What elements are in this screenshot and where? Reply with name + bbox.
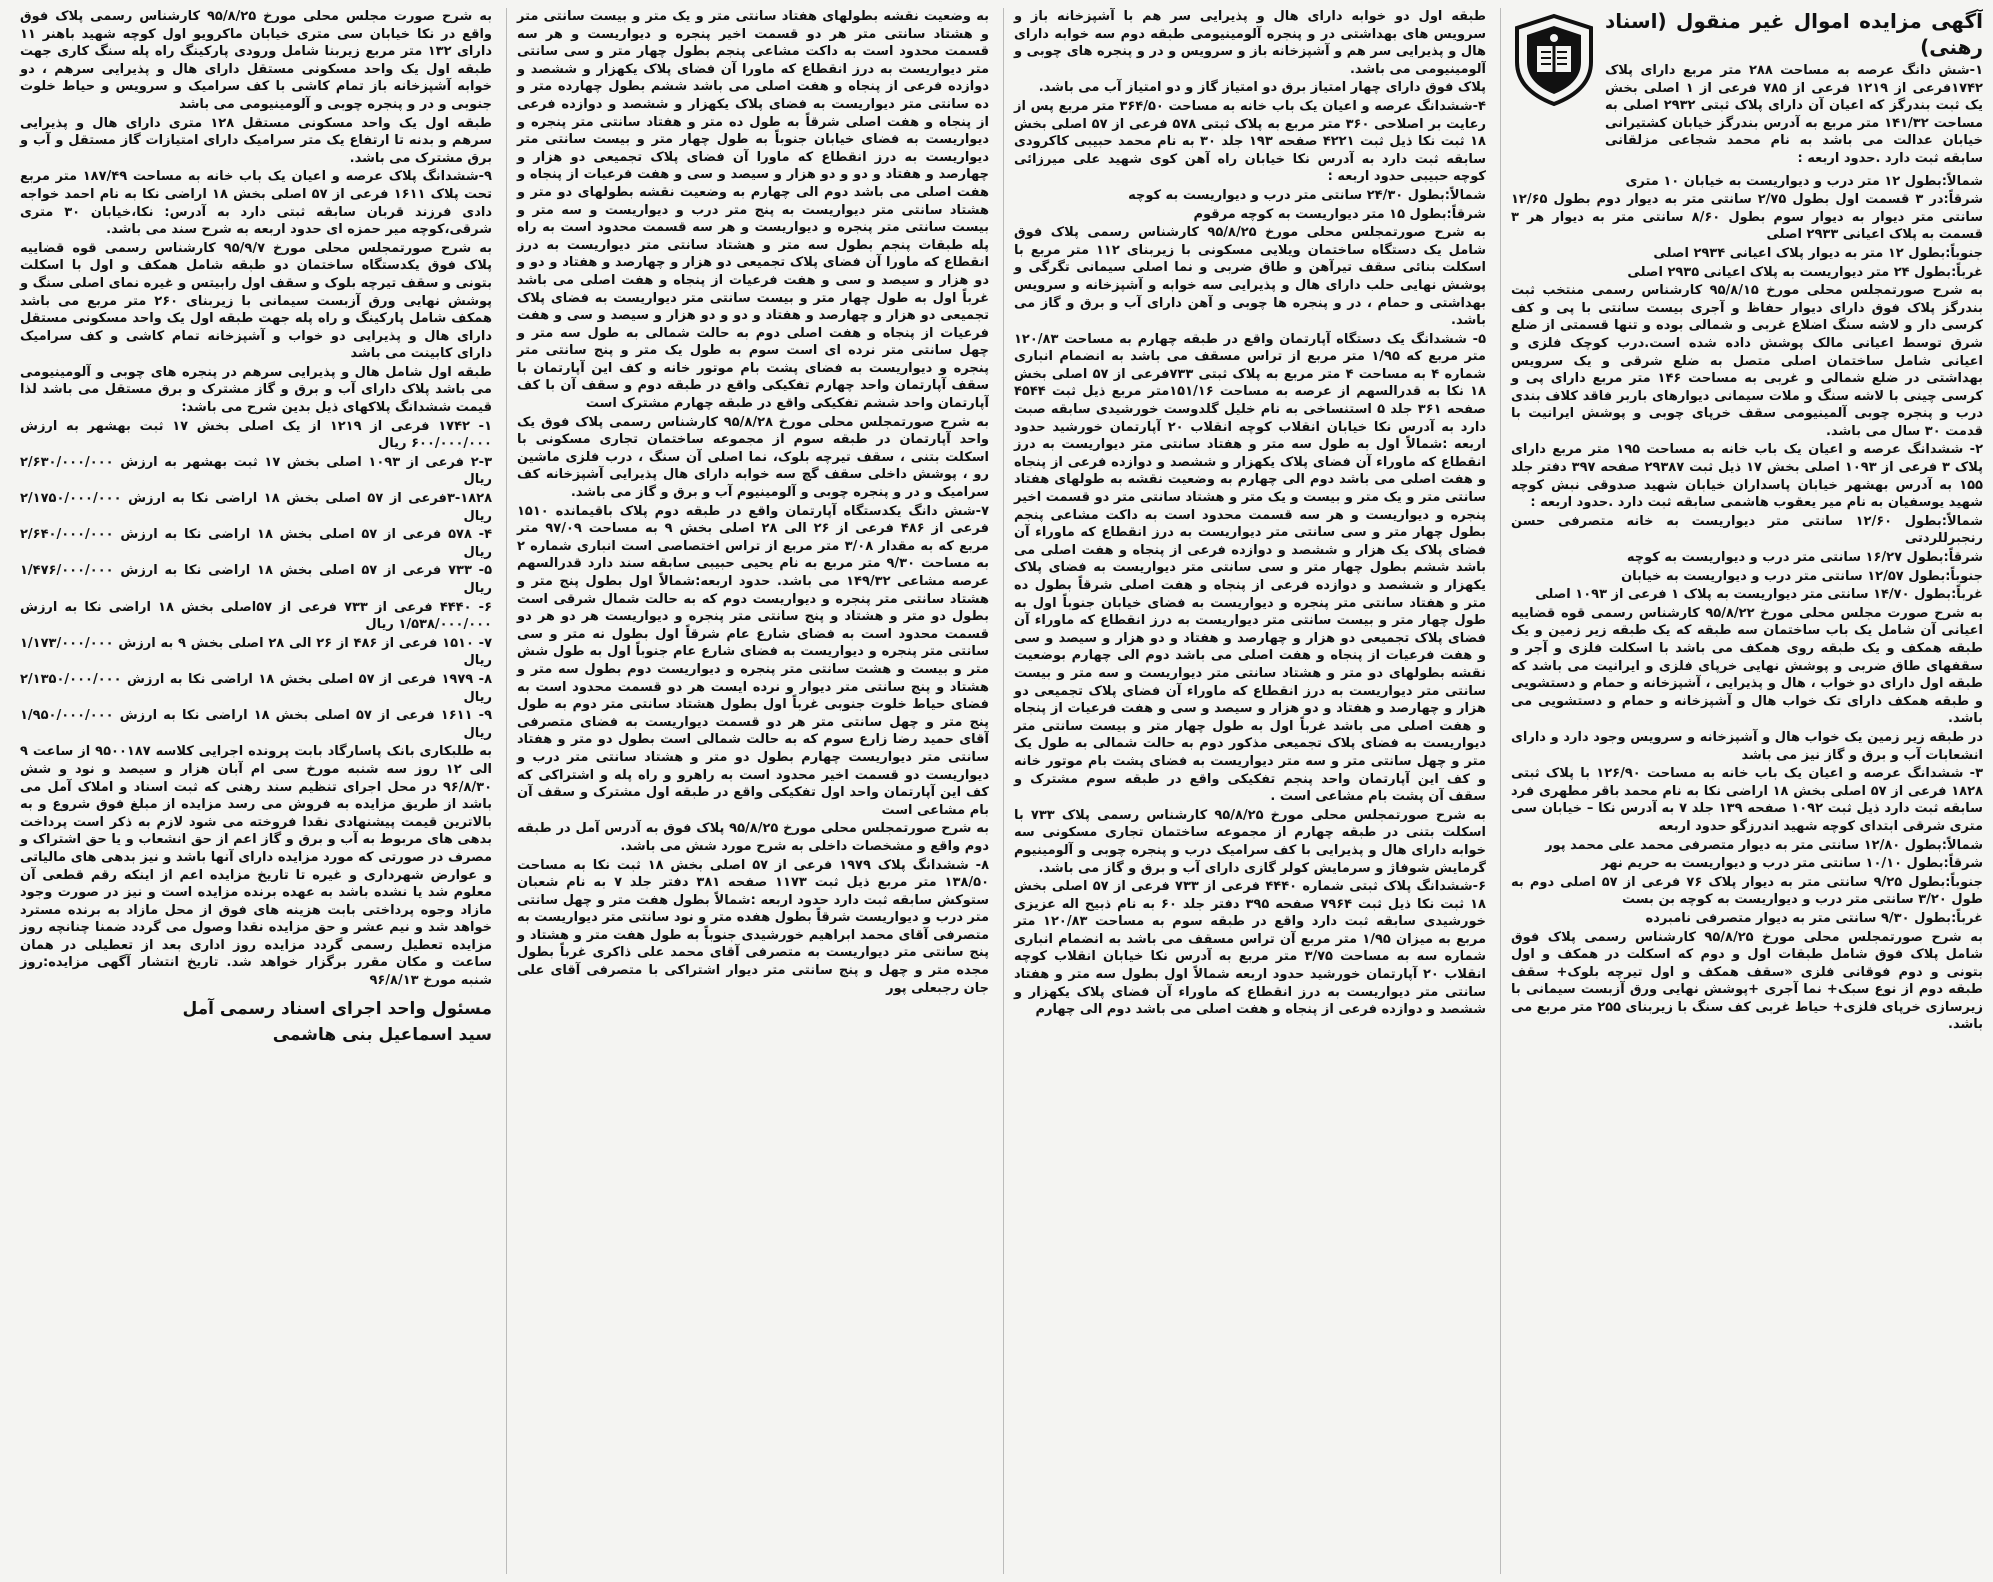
valuation-item: [20, 635, 492, 670]
paragraph: ۱-شش دانگ عرصه به مساحت ۲۸۸ متر مربع دارای پلاک ۱۷۴۲فرعی از ۱۲۱۹ فرعی از ۷۸۵ فرعی از ۱ اصلی بخش یک ثبت بندرگز که اعیان آن دارای پلاک ثبتی ۲۹۳۲ اصلی به مساحت ۱۴۱/۳۲ متر مربع به آدرس بندرگز خیابان کشتیرانی خیابان عدالت می باشد به نام محمد شجاعی مزلقانی سابقه ثبت دارد .حدود اربعه :: [1605, 63, 1983, 166]
valuation-item: [20, 454, 492, 489]
valuation-amount: ۱/۴۷۶/۰۰۰/۰۰۰ ریال: [20, 563, 492, 596]
valuation-amount: ۱/۵۳۸/۰۰۰/۰۰۰ ریال: [365, 617, 492, 633]
paragraph: شرقاً:بطول ۱۵ متر دیواریست به کوچه مرقوم: [1193, 206, 1486, 222]
valuation-amount: ۱/۹۵۰/۰۰۰/۰۰۰ ریال: [20, 708, 492, 741]
valuation-desc: ۶- ۴۴۴۰ فرعی از ۷۳۳ فرعی از ۵۷اصلی بخش ۱۸ اراضی نکا به ارزش: [20, 599, 492, 615]
valuation-desc: ۹- ۱۶۱۱ فرعی از ۵۷ اصلی بخش ۱۸ اراضی نکا به ارزش: [119, 708, 492, 724]
column-1: [1500, 8, 1983, 1574]
valuation-amount: ۲/۱۷۵۰/۰۰۰/۰۰۰ ریال: [20, 491, 492, 524]
valuation-desc: ۳-۱۸۲۸فرعی از ۵۷ اصلی بخش ۱۸ اراضی نکا به ارزش: [128, 491, 492, 507]
paragraph: ۸- ششدانگ پلاک ۱۹۷۹ فرعی از ۵۷ اصلی بخش ۱۸ ثبت نکا به مساحت ۱۳۸/۵۰ متر مربع ذیل ثبت ۱۱۷۳ صفحه ۳۸۱ دفتر جلد ۷ به نام شعبان ستوکش سابقه ثبت دارد حدود اربعه :شمالاً بطول هفت متر و چهل سانتی متر درب و دیواریست شرقاً بطول هفده متر و نود سانتی متر دیواریست به متصرفی آقای محمد ابراهیم خورشیدی جنوباً به طول هفت متر و هشتاد و پنج سانتی متر دیواریست به متصرفی آقای محمد علی ذاکری غرباً بطول مجده متر و چهل و پنج سانتی متر دیوار اشتراکی با متصرفی آقای علی جان رجبعلی پور: [517, 857, 989, 996]
paragraph: شمالاً:بطول ۱۲/۸۰ سانتی متر به دیوار متصرفی محمد علی محمد پور: [1545, 837, 1983, 853]
paragraph: ۴-ششدانگ عرصه و اعیان یک باب خانه به مساحت ۳۶۴/۵۰ متر مربع پس از رعایت بر اصلاحی ۳۶۰ متر مربع به پلاک ثبتی ۵۷۸ فرعی از ۵۷ اصلی بخش ۱۸ ثبت نکا ذیل ثبت ۴۲۲۱ صفحه ۱۹۳ جلد ۳۰ به نام محمد حبیبی کاکرودی سابقه ثبت دارد به آدرس نکا خیابان راه آهن کوی شهید علی میرزائی کوچه حبیبی حدود اربعه :: [1014, 98, 1486, 185]
paragraph: در طبقه زیر زمین یک خواب هال و آشپزخانه و سرویس وجود دارد و دارای انشعابات آب و برق و گاز نیز می باشد: [1511, 729, 1983, 763]
valuation-list: [20, 418, 492, 743]
paragraph: طبقه اول یک واحد مسکونی مستقل ۱۲۸ متری دارای هال و پذیرایی سرهم و بدنه تا ارتفاع یک متر سرامیک دارای امتیازات گاز مستقل و آب و برق مشترک می باشد.: [20, 115, 492, 166]
signature-block: [20, 996, 492, 1048]
notice-title: آگهی مزایده اموال غیر منقول (اسناد رهنی): [1605, 9, 1983, 59]
column-4: [10, 8, 492, 1574]
paragraph: به شرح صورتمجلس محلی مورخ ۹۵/۹/۷ کارشناس رسمی قوه قضاییه پلاک فوق یکدستگاه ساختمان دو طبقه شامل همکف و اول با اسکلت بتونی و سقف تیرچه بلوک و سقف اول رابیتس و غیره نمای اصلی سنگ و پوشش نهایی ورق آزبست سیمانی با زیربنای ۲۶۰ متر مربع می باشد همکف شامل پارکینگ و راه پله جهت طبقه اول یک واحد مسکونی مستقل دارای هال و پذیرایی دو خواب و آشپزخانه تمام کاشی و کف سرامیک دارای کابینت می باشد: [20, 240, 492, 362]
paragraph: شرقاً:بطول ۱۶/۲۷ سانتی متر درب و دیواریست به کوچه: [1626, 550, 1983, 566]
paragraph: شمالاً:بطول ۲۴/۳۰ سانتی متر درب و دیواریست به کوچه: [1128, 187, 1486, 203]
valuation-desc: ۱- ۱۷۴۲ فرعی از ۱۲۱۹ از یک اصلی بخش ۱۷ ثبت بهشهر به ارزش: [20, 418, 492, 434]
valuation-amount: ۲/۱۳۵۰/۰۰۰/۰۰۰ ریال: [20, 671, 492, 705]
valuation-desc: ۷- ۱۵۱۰ فرعی از ۴۸۶ از ۲۶ الی ۲۸ اصلی بخش ۹ به ارزش: [118, 635, 492, 651]
paragraph: طبقه اول دو خوابه دارای هال و پذیرایی سر هم با آشپزخانه باز و سرویس های بهداشتی در و پنجره آلومینیومی طبقه دوم سه خوابه دارای هال و پذیرایی سر هم و آشپزخانه باز و سرویس و در و پنجره های چوبی و آلومینیومی می باشد.: [1014, 9, 1486, 77]
paragraph: به وضعیت نقشه بطولهای هفتاد سانتی متر و یک متر و بیست سانتی متر و هشتاد سانتی متر هر دو قسمت اخیر پنجره و دیواریست و هر سه قسمت محدود است به داکت مشاعی پنجم بطول چهار متر و سی سانتی متر دیواریست به درز انقطاع که ماورا آن فضای پلاک یکهزار و ششصد و دوازده فرعی از پنجاه و هفت اصلی می باشد ششم بطول چهارده متر و ده سانتی متر دیواریست به فضای پلاک یکهزار و ششصد و دوازده فرعی از پنجاه و هفت اصلی شرقاً به طول ده متر و هفتاد سانتی متر پنجره و دیواریست به فضای خیابان جنوباً به طول چهار متر و بیست سانتی متر دیواریست به درز انقطاع که ماورا آن فضای پلاک تجمیعی دو هزار و چهارصد و هفتاد و دو و دو هزار و سیصد و سی و هفت فرعیات از پنجاه و هفت اصلی می باشد دوم الی چهارم به وضعیت نقشه بطولهای دو متر و هشتاد سانتی متر دیواریست به پنج متر درب و دیواریست و سه متر و بیست سانتی متر پنجره و دیواریست و هر سه قسمت محدود است به راه پله طبقات پنجم بطول سه متر و هشتاد سانتی متر دیواریست به درز انقطاع که ماورا آن فضای پلاک تجمیعی دو هزار و چهارصد و هفتاد و دو و دو هزار و سیصد و سی و هفت فرعیات از پنجاه و هفت اصلی می باشد غرباً اول به طول چهار متر و بیست سانتی متر دیواریست به فضای پلاک تجمیعی دو هزار و چهارصد و هفتاد و دو و دو هزار و سیصد و سی و هفت فرعیات از پنجاه و هفت اصلی دوم به حالت شمالی به طول سه متر و چهل سانتی متر نرده ای است سوم به طول یک متر و پنج سانتی متر پنجره و دیواریست به فضای پشت بام موتور خانه و کف این آپارتمان با سقف آپارتمان واحد چهارم تفکیکی واقع در طبقه دوم و سقف آن با کف آپارتمان واحد ششم تفکیکی واقع در طبقه چهارم مشترک است: [517, 9, 989, 412]
paragraph: جنوباً:بطول ۹/۲۵ سانتی متر به دیوار پلاک ۷۶ فرعی از ۵۷ اصلی دوم به طول ۳/۲۰ سانتی متر درب و دیواریست به کوچه بن بست: [1511, 874, 1983, 908]
valuation-item: [20, 526, 492, 561]
paragraph: شرقاً:بطول ۱۰/۱۰ سانتی متر درب و دیواریست به حریم نهر: [1601, 856, 1983, 872]
paragraph: ۳- ششدانگ عرصه و اعیان یک باب خانه به مساحت ۱۲۶/۹۰ با پلاک ثبتی ۱۸۲۸ فرعی از ۵۷ اصلی بخش ۱۸ اراضی نکا به نام محمد باقر مطهری فرد سابقه ثبت دارد ذیل ثبت ۱۰۹۲ صفحه ۱۳۹ جلد ۷ به آدرس نکا – خیابان سی متری شرقی ابتدای کوچه شهید اندرزگو حدود اربعه: [1511, 766, 1983, 834]
valuation-item: [20, 599, 492, 634]
paragraph: جنوباً:بطول ۱۲/۵۷ سانتی متر درب و دیواریست به خیابان: [1621, 568, 1983, 584]
paragraph: ۲- ششدانگ عرصه و اعیان یک باب خانه به مساحت ۱۹۵ متر مربع دارای پلاک ۳ فرعی از ۱۰۹۳ اصلی بخش ۱۷ ذیل ثبت ۲۹۳۸۷ صفحه ۳۹۷ دفتر جلد ۱۵۵ به آدرس بهشهر خیابان پاسداران خیابان شهید صدوقی نبش کوچه شهید یوسفیان به نام میر یعقوب هاشمی سابقه ثبت دارد .حدود اربعه :: [1511, 442, 1983, 511]
paragraph: شمالاً:بطول ۱۲ متر درب و دیواریست به خیابان ۱۰ متری: [1625, 173, 1983, 189]
paragraph: پلاک فوق دارای چهار امتیاز برق دو امتیاز گاز و دو امتیاز آب می باشد.: [1038, 80, 1486, 96]
paragraph: ۶-ششدانگ پلاک ثبتی شماره ۴۴۴۰ فرعی از ۷۳۳ فرعی از ۵۷ اصلی بخش ۱۸ ثبت نکا ذیل ثبت ۷۹۶۴ صفحه ۳۹۵ دفتر جلد ۶۰ به نام ذبیح اله عزیزی خورشیدی سابقه ثبت دارد واقع در طبقه سوم به مساحت ۱۲۰/۸۳ متر مربع به میزان ۱/۹۵ متر مربع آن تراس مسقف می باشد به انضمام انباری شماره سه به مساحت ۳/۷۵ متر مربع به آدرس نکا خیابان انقلاب کوچه انقلاب ۲۰ آپارتمان خورشید حدود اربعه شمالاً اول بطول سه متر و هفتاد سانتی متر دیواریست به درز انقطاع که ماوراء آن فضای پلاک یکهزار و ششصد و دوازده فرعی از پنجاه و هفت اصلی می باشد دوم الی چهارم: [1014, 879, 1486, 1018]
column-2: [1003, 8, 1486, 1574]
valuation-item: [20, 707, 492, 742]
paragraph: ۵- ششدانگ یک دستگاه آپارتمان واقع در طبقه چهارم به مساحت ۱۲۰/۸۳ متر مربع که ۱/۹۵ متر مربع از تراس مسقف می باشد به انضمام انباری شماره ۴ به مساحت ۴ متر مربع به پلاک ثبتی ۷۳۳فرعی از ۵۷ اصلی بخش ۱۸ نکا به قدرالسهم از عرصه به مساحت ۱۵۱/۱۶متر مربع ذیل ثبت ۴۵۴۴ صفحه ۳۶۱ جلد ۵ استنساخی به نام خلیل گلدوست خورشیدی سابقه صبت دارد به آدرس نکا خیابان انقلاب کوچه انقلاب ۲۰ آپارتمان خورشید حدود اربعه :شمالاً اول به طول سه متر و هفتاد سانتی متر دیواریست به درز انقطاع که ماوراء آن فضای پلاک یکهزار و ششصد و دوازده فرعی از پنجاه و هفت اصلی می باشد دوم الی چهارم به وضعیت نقشه به طولهای هفتاد سانتی متر و یک متر و بیست و یک متر و هشتاد سانتی متر دو قسمت اخیر پنجره و دیواریست و هر سه قسمت محدود است به داکت مشاعی پنجم بطول چهار متر و سی سانتی متر دیواریست به درز انقطاع که ماوراء آن فضای پلاک یک هزار و ششصد و دوازده فرعی از پنجاه و هفت اصلی می باشد ششم بطول چهار متر و سی سانتی متر دیواریست به فضای پلاک یکهزار و ششصد و دوازده فرعی از پنجاه و هفت اصلی شرقاً بطول ده متر و هفتاد سانتی متر پنجره و دیواریست به فضای خیابان جنوباً اول به طول چهار متر و بیست سانتی متر دیواریست به درز انقطاع که ماوراء آن فضای پلاک تجمیعی دو هزار و چهارصد و هفتاد و دو هزار و سیصد و سی و هفت فرعیات از پنجاه و هفت اصلی می باشد دوم الی چهارم بوضعیت نقشه بطولهای دو متر و هشتاد سانتی متر دیواریست و سه متر و بیست سانتی متر دیواریست به درز انقطاع که ماوراء آن فضای پلاک تجمیعی دو هزار و چهارصد و هفتاد و دو هزار و سیصد و سی و هفت فرعیات از پنجاه و هفت اصلی می باشد غرباً اول به طول چهار متر و بیست سانتی متر دیواریست به فضای پلاک تجمیعی مذکور دوم به حالت شمالی به طول یک متر و چهل سانتی متر و سه متر دیواریست به فضای پشت بام موتور خانه و کف این آپارتمان واحد پنجم تفکیکی واقع در طبقه سوم مشترک و سقف آن پشت بام مشاعی است .: [1014, 331, 1486, 805]
notice-header: [1511, 8, 1983, 169]
signature-name: سید اسماعیل بنی هاشمی: [272, 1024, 492, 1045]
valuation-desc: ۸- ۱۹۷۹ فرعی از ۵۷ اصلی بخش ۱۸ اراضی نکا به ارزش: [126, 671, 492, 687]
paragraph: غرباً:بطول ۲۴ متر دیواریست به پلاک اعیانی ۲۹۳۵ اصلی: [1627, 264, 1983, 280]
paragraph: به شرح صورتمجلس محلی مورخ ۹۵/۸/۱۵ کارشناس رسمی منتخب ثبت بندرگز پلاک فوق دارای دیوار حفاظ و آجری بیست سانتی با پی و کف کرسی دار و لاشه سنگ اضلاع غربی و شمالی بوده و تنها قسمتی از ضلع شرق توسط اعیانی مالک پوشش داده شده است.درب کوچک فلزی و اعیانی شامل ساختمان اصلی متصل به ضلع شرقی و یک سرویس بهداشتی در ضلع شمالی و غربی به مساحت ۱۴۶ متر مربع دارای پی و کرسی چینی با لاشه سنگ و ملات سیمانی دیوارهای باربر فاقد کلاف بندی درب و پنجره چوبی آلمینیومی سقف خرپای چوبی و پوشش ایرانیت با قدمت ۳۰ سال می باشد.: [1511, 283, 1983, 439]
paragraph: به شرح صورت مجلس محلی مورخ ۹۵/۸/۲۲ کارشناس رسمی قوه قضاییه اعیانی آن شامل یک باب ساختمان سه طبقه که یک طبقه زیر زمین و یک طبقه همکف و یک طبقه روی همکف می باشد با اسکلت فلزی و آجر و سقفهای طاق ضربی و پوشش نهایی خرپای فلزی و ایرانیت می باشد که طبقه اول دارای دو خواب ، هال و پذیرایی ، آشپزخانه و حمام و دستشویی و طبقه همکف دارای تک خواب هال و آشپزخانه و حمام و دستشویی می باشد.: [1511, 605, 1983, 727]
registration-org-emblem-icon: [1511, 12, 1597, 108]
valuation-amount: ۶۰۰/۰۰۰/۰۰۰ ریال: [378, 436, 492, 452]
paragraph: به شرح صورت مجلس محلی مورخ ۹۵/۸/۲۵ کارشناس رسمی پلاک فوق واقع در نکا خیابان سی متری خیابان ماکرویو اول کوچه شهید باهنر ۱۱ دارای ۱۳۲ متر مربع زیربنا شامل ورودی پارکینگ راه پله سنگ کاری جهت طبقه اول یک واحد مسکونی مستقل دارای هال و پذیرایی سرهم ، دو خوابه آشپزخانه باز تمام کاشی با کف سرامیک و سرویس و حیاط خلوت جنوبی و در و پنجره چوبی و آلومینیومی می باشد: [20, 9, 492, 112]
closing-paragraph: به طلبکاری بانک پاسارگاد بابت پرونده اجرایی کلاسه ۹۵۰۰۱۸۷ از ساعت ۹ الی ۱۲ روز سه شنبه مورخ سی ام آبان هزار و سیصد و نود و شش ۹۶/۸/۳۰ در محل اجرای تنظیم سند رهنی که ثبت اسناد و املاک آمل می باشد از طریق مزایده به فروش می رسد مزایده از مبلغ فوق شروع و به بالاترین قیمت پیشنهادی نقدا فروخته می شود لازم به ذکر است پرداخت بدهی های مربوط به آب و برق و گاز اعم از حق انشعاب و یا حق اشتراک و مصرف در صورتی که مورد مزایده دارای آنها باشد و نیز بدهی های مالیاتی و عوارض شهرداری و غیره تا تاریخ مزایده اعم از اینکه رقم قطعی آن معلوم شد یا نشده باشد به عهده برنده مزایده است و نیز در صورت وجود مازاد وجوه پرداختی بابت هزینه های فوق از محل مازاد به برنده مسترد خواهد شد و نیم عشر و حق مزایده نقدا وصول می گردد ضمنا چنانچه روز مزایده تعطیل رسمی گردد مزایده روز اداری بعد از تعطیلی در همان ساعت و مکان مقرر برگزار خواهد شد. تاریخ انتشار آگهی مزایده:روز شنبه مورخ ۹۶/۸/۱۳: [20, 744, 492, 989]
valuation-amount: ۱/۱۷۳/۰۰۰/۰۰۰ ریال: [20, 635, 492, 669]
paragraph: به شرح صورتمجلس محلی مورخ ۹۵/۸/۲۵ پلاک فوق به آدرس آمل در طبقه دوم واقع و مشخصات داخلی به شرح مورد شش می باشد.: [517, 821, 989, 854]
paragraph: به شرح صورتمجلس محلی مورخ ۹۵/۸/۲۵ کارشناس رسمی پلاک فوق شامل پلاک فوق شامل طبقات اول و دوم که اسکلت در همکف و اول بتونی و دوم فوقانی فلزی «سقف همکف و اول تیرچه بلوک+ سقف طبقه دوم از نوع سبک+ نما آجری +پوشش نهایی ورق آزبست سیمانی با زیرسازی خرپای فلزی+ حیاط غربی کف سنگ با زیربنای ۲۵۵ متر مربع می باشد.: [1511, 929, 1983, 1033]
column-3: [506, 8, 989, 1574]
valuation-item: [20, 418, 492, 453]
paragraph: ۷-شش دانگ یکدستگاه آپارتمان واقع در طبقه دوم پلاک باقیمانده ۱۵۱۰ فرعی از ۴۸۶ فرعی از ۲۶ الی ۲۸ اصلی بخش ۹ به مساحت ۹۷/۰۹ متر مربع که به مقدار ۳/۰۸ متر مربع از تراس اختصاصی است انباری شماره ۲ به مساحت ۹/۳۰ متر مربع به نام یحیی حبیبی سابقه سند دارد قدرالسهم عرصه مشاعی ۱۴۹/۳۲ می باشد. حدود اربعه:شمالاً اول بطول پنج متر و هشتاد سانتی متر پنجره و دیواریست دوم که به حالت شمال شرقی است بطول دو متر و هشتاد و پنج سانتی متر پنجره و دیواریست هر دو هر دو قسمت محدود است به فضای شارع عام شرقاً اول بطول نه متر و سی سانتی متر پنجره و دیواریست به فضای شارع عام جنوباً اول به طول شش متر و بیست و هشت سانتی متر پنجره و دیواریست دوم بطول سه متر و هشتاد و پنج سانتی متر دیوار و نرده ایست هر دو قسمت محدود است به فضای حیاط خلوت جنوبی غرباً اول بطول هشتاد سانتی متر دوم به طول پنج متر و چهل سانتی متر هر دو قسمت دیواریست به فضای متصرفی آقای حمید رضا زارع سوم که به حالت شمالی است بطول دو متر و هفتاد سانتی متر دیواریست چهارم بطول دو متر و هشتاد سانتی متر درب و دیواریست دو قسمت اخیر محدود است به راهرو و راه پله و اشتراکی که کف این آپارتمان واحد اول تفکیکی واقع در طبقه اول مشترک و سقف آن بام مشاعی است: [517, 503, 989, 818]
valuation-desc: ۵- ۷۳۳ فرعی از ۵۷ اصلی بخش ۱۸ اراضی نکا به ارزش: [120, 563, 492, 579]
paragraph: شرقاً:در ۳ قسمت اول بطول ۲/۷۵ سانتی متر به دیوار دوم بطول ۱۲/۶۵ سانتی متر دیوار به دیوار سوم بطول ۸/۶۰ سانتی متر به دیوار هر ۳ قسمت به پلاک اعیانی ۲۹۳۳ اصلی: [1511, 192, 1983, 243]
paragraph: به شرح صورتمجلس محلی مورخ ۹۵/۸/۲۵ کارشناس رسمی پلاک ۷۳۳ با اسکلت بتنی در طبقه چهارم از مجموعه ساختمان تجاری مسکونی سه خوابه دارای هال و پذیرایی با کف سرامیک درب و پنجره چوبی و آلومینیوم گرمایش شوفاژ و سرمایش کولر گازی دارای آب و برق و گاز می باشد.: [1014, 807, 1486, 876]
signature-office: مسئول واحد اجرای اسناد رسمی آمل: [182, 998, 492, 1019]
valuation-item: [20, 671, 492, 706]
paragraph: به شرح صورتمجلس محلی مورخ ۹۵/۸/۲۵ کارشناس رسمی پلاک فوق شامل یک دستگاه ساختمان ویلایی مسکونی با زیربنای ۱۱۲ متر مربع با اسکلت بنائی سقف تیرآهن و طاق ضربی و نما اصلی سیمانی تگرگی و پوشش نهایی حلب دارای هال و پذیرایی سه خوابه و آشپزخانه و سرویس بهداشتی و حمام ، در و پنجره ها چوبی و آهن دارای آب و برق و گاز می باشد.: [1014, 225, 1486, 329]
valuation-amount: ۲/۶۴۰/۰۰۰/۰۰۰ ریال: [20, 527, 492, 560]
paragraph: جنوباً:بطول ۱۲ متر به دیوار پلاک اعیانی ۲۹۳۴ اصلی: [1653, 245, 1983, 261]
valuation-desc: ۲-۳ فرعی از ۱۰۹۳ اصلی بخش ۱۷ ثبت بهشهر به ارزش: [120, 454, 492, 470]
paragraph: ۹-ششدانگ پلاک عرصه و اعیان یک باب خانه به مساحت ۱۸۷/۴۹ متر مربع تحت پلاک ۱۶۱۱ فرعی از ۵۷ اصلی بخش ۱۸ اراضی نکا به نام احمد خواجه دادی فرزند قربان سابقه ثبتی دارد به آدرس: نکا،خیابان ۳۰ متری شرقی،کوچه میر حمزه ای حدود اربعه به شرح سند می باشد.: [20, 169, 492, 238]
paragraph: طبقه اول شامل هال و پذیرایی سرهم در پنجره های چوبی و آلومینیومی می باشد پلاک دارای آب و برق و گاز مشترک و برق مستقل می باشد لذا قیمت ششدانگ پلاکهای ذیل بدین شرح می باشد:: [20, 364, 492, 416]
paragraph: غرباً:بطول ۹/۳۰ سانتی متر به دیوار متصرفی نامبرده: [1645, 910, 1983, 926]
valuation-item: [20, 562, 492, 597]
paragraph: به شرح صورتمجلس محلی مورخ ۹۵/۸/۲۸ کارشناس رسمی پلاک فوق یک واحد آپارتمان در طبقه سوم از مجموعه ساختمان تجاری مسکونی با اسکلت بتنی ، سقف تیرچه بلوک، نما اصلی آن سنگ ، درب فلزی ماشین رو ، پوشش داخلی سقف گچ سه خوابه دارای هال پذیرایی آشپزخانه کف سرامیک و در و پنجره چوبی و آلومینیوم آب و برق و گاز می باشد.: [517, 414, 989, 501]
paragraph: غرباً:بطول ۱۴/۷۰ سانتی متر دیواریست به پلاک ۱ فرعی از ۱۰۹۳ اصلی: [1535, 587, 1983, 603]
paragraph: شمالاً:بطول ۱۲/۶۰ سانتی متر دیواریست به خانه متصرفی حسن رنجبرللردتی: [1511, 513, 1983, 547]
valuation-amount: ۲/۶۳۰/۰۰۰/۰۰۰ ریال: [20, 454, 492, 488]
valuation-desc: ۴- ۵۷۸ فرعی از ۵۷ اصلی بخش ۱۸ اراضی نکا به ارزش: [120, 527, 492, 543]
valuation-item: [20, 490, 492, 525]
